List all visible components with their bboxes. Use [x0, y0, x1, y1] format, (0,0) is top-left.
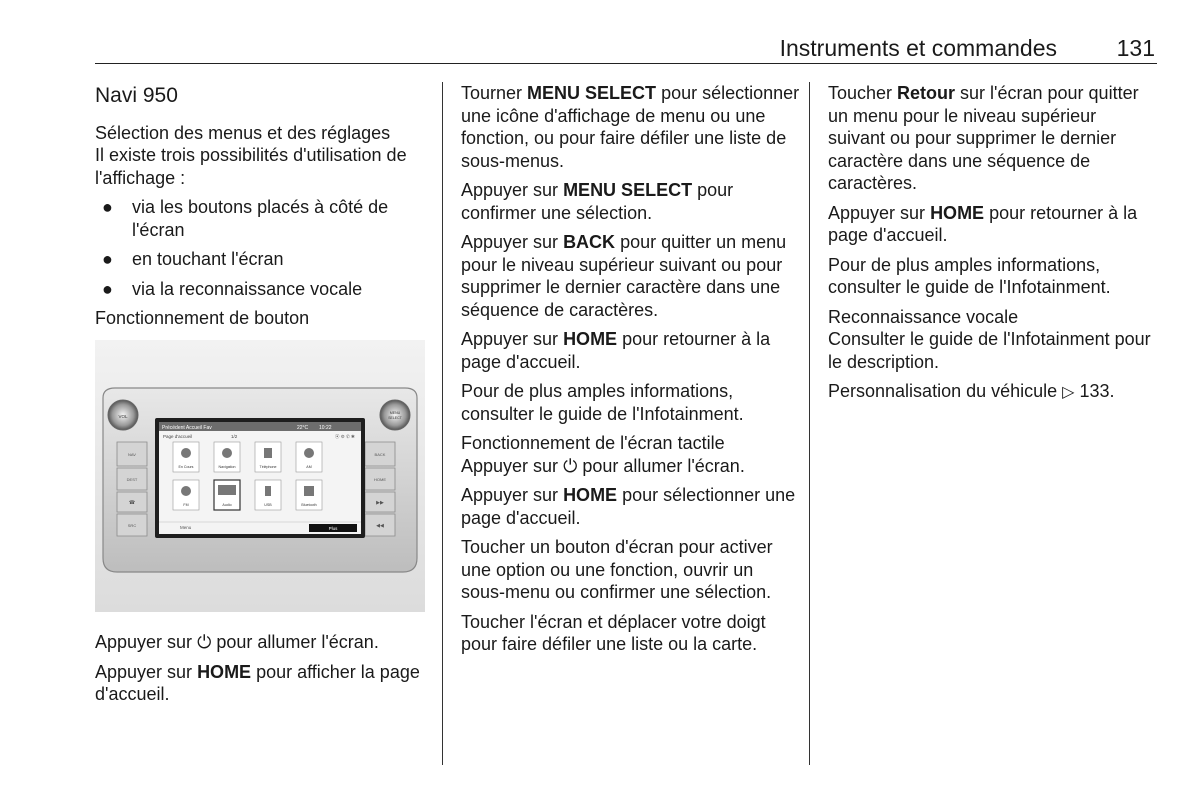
svg-text:22°C: 22°C [297, 424, 309, 431]
svg-text:Téléphone: Téléphone [259, 464, 277, 469]
svg-text:Menu: Menu [180, 524, 192, 530]
column-3 [828, 82, 1158, 412]
paragraph: Toucher un bouton d'écran pour activer une option ou une fonction, ouvrir un sous-menu ou confirmer une sélection. [461, 537, 773, 602]
intro-text: Il existe trois possibilités d'utilisation de l'affichage : [95, 145, 407, 188]
subheading-menus: Sélection des menus et des réglages [95, 122, 391, 143]
bullet-icon: ● [102, 197, 113, 217]
svg-text:MENU: MENU [389, 410, 401, 415]
svg-text:☎: ☎ [128, 499, 136, 506]
section-heading: Navi 950 [95, 84, 178, 107]
svg-text:Navigation: Navigation [218, 464, 236, 469]
svg-text:FM: FM [183, 502, 189, 507]
svg-text:⦿ ⚙ ✆ ✱: ⦿ ⚙ ✆ ✱ [335, 433, 355, 439]
svg-text:AM: AM [306, 464, 312, 469]
cross-reference[interactable]: Personnalisation du véhicule ▷ 133. [828, 381, 1115, 401]
svg-text:VOL: VOL [118, 413, 128, 419]
subheading-voice: Reconnaissance vocale [828, 306, 1019, 327]
power-icon: ⏻ [197, 632, 212, 652]
column-divider [809, 82, 810, 765]
paragraph: Appuyer sur BACK pour quitter un menu pour le niveau supérieur suivant ou pour supprimer le dernier caractère dans une séquence de caractères. [461, 232, 787, 320]
paragraph: Pour de plus amples informations, consulter le guide de l'Infotainment. [461, 381, 744, 424]
paragraph: Consulter le guide de l'Infotainment pour le description. [828, 329, 1151, 372]
svg-text:Précédent Accueil Fav: Précédent Accueil Fav [162, 424, 212, 431]
svg-text:USB: USB [264, 502, 272, 507]
subheading-touchscreen: Fonctionnement de l'écran tactile [461, 433, 725, 453]
paragraph: Appuyer sur ⏻ pour allumer l'écran. [461, 455, 745, 476]
infotainment-panel-figure [95, 340, 425, 612]
list-item: ● via les boutons placés à côté de l'écran [102, 197, 389, 240]
svg-text:HOME: HOME [374, 476, 386, 482]
paragraph: Tourner MENU SELECT pour sélectionner une icône d'affichage de menu ou une fonction, ou pour faire défiler une liste de sous-menus. [461, 83, 800, 171]
home-instruction: Appuyer sur HOME pour afficher la page d'accueil. [95, 661, 420, 704]
svg-text:1/2: 1/2 [231, 433, 238, 439]
svg-text:NAV: NAV [128, 451, 136, 457]
paragraph: Appuyer sur HOME pour sélectionner une page d'accueil. [461, 485, 796, 528]
paragraph: Appuyer sur HOME pour retourner à la page d'accueil. [461, 329, 771, 372]
paragraph: Appuyer sur HOME pour retourner à la page d'accueil. [828, 202, 1138, 245]
svg-text:BACK: BACK [374, 451, 386, 457]
svg-text:Page d'accueil: Page d'accueil [163, 433, 193, 439]
svg-text:DEST: DEST [126, 476, 138, 482]
svg-text:SRC: SRC [127, 522, 137, 528]
power-instruction: Appuyer sur ⏻ pour allumer l'écran. [95, 632, 379, 652]
header-title: Instruments et commandes [779, 35, 1057, 61]
menu-select-knob [380, 400, 410, 430]
column-1 [95, 82, 425, 713]
page-header [95, 33, 1157, 64]
column-divider [442, 82, 443, 765]
bullet-icon: ● [102, 249, 113, 269]
list-item: ● via la reconnaissance vocale [102, 278, 363, 299]
power-icon: ⏻ [563, 455, 578, 476]
svg-text:Audio: Audio [222, 502, 232, 507]
paragraph: Toucher Retour sur l'écran pour quitter un menu pour le niveau supérieur suivant ou pour supprimer le dernier caractère dans une séquence de caractères. [828, 83, 1139, 193]
list-item: ● en touchant l'écran [102, 249, 284, 269]
page-reference-arrow-icon: ▷ [1062, 384, 1075, 401]
svg-text:10:22: 10:22 [319, 424, 332, 431]
svg-text:Plus: Plus [328, 525, 338, 531]
paragraph: Toucher l'écran et déplacer votre doigt pour faire défiler une liste ou la carte. [461, 611, 766, 654]
svg-text:◀◀: ◀◀ [376, 522, 384, 529]
bullet-icon: ● [102, 278, 113, 299]
svg-text:En Cours: En Cours [178, 464, 194, 469]
svg-text:SELECT: SELECT [388, 415, 402, 420]
paragraph: Pour de plus amples informations, consulter le guide de l'Infotainment. [828, 254, 1111, 297]
paragraph: Appuyer sur MENU SELECT pour confirmer une sélection. [461, 180, 734, 223]
subheading-buttons: Fonctionnement de bouton [95, 308, 310, 328]
column-2 [461, 82, 801, 663]
page-number: 131 [1116, 35, 1155, 61]
svg-text:Bluetooth: Bluetooth [301, 502, 317, 507]
bullet-list [95, 196, 425, 300]
svg-text:▶▶: ▶▶ [376, 499, 384, 506]
